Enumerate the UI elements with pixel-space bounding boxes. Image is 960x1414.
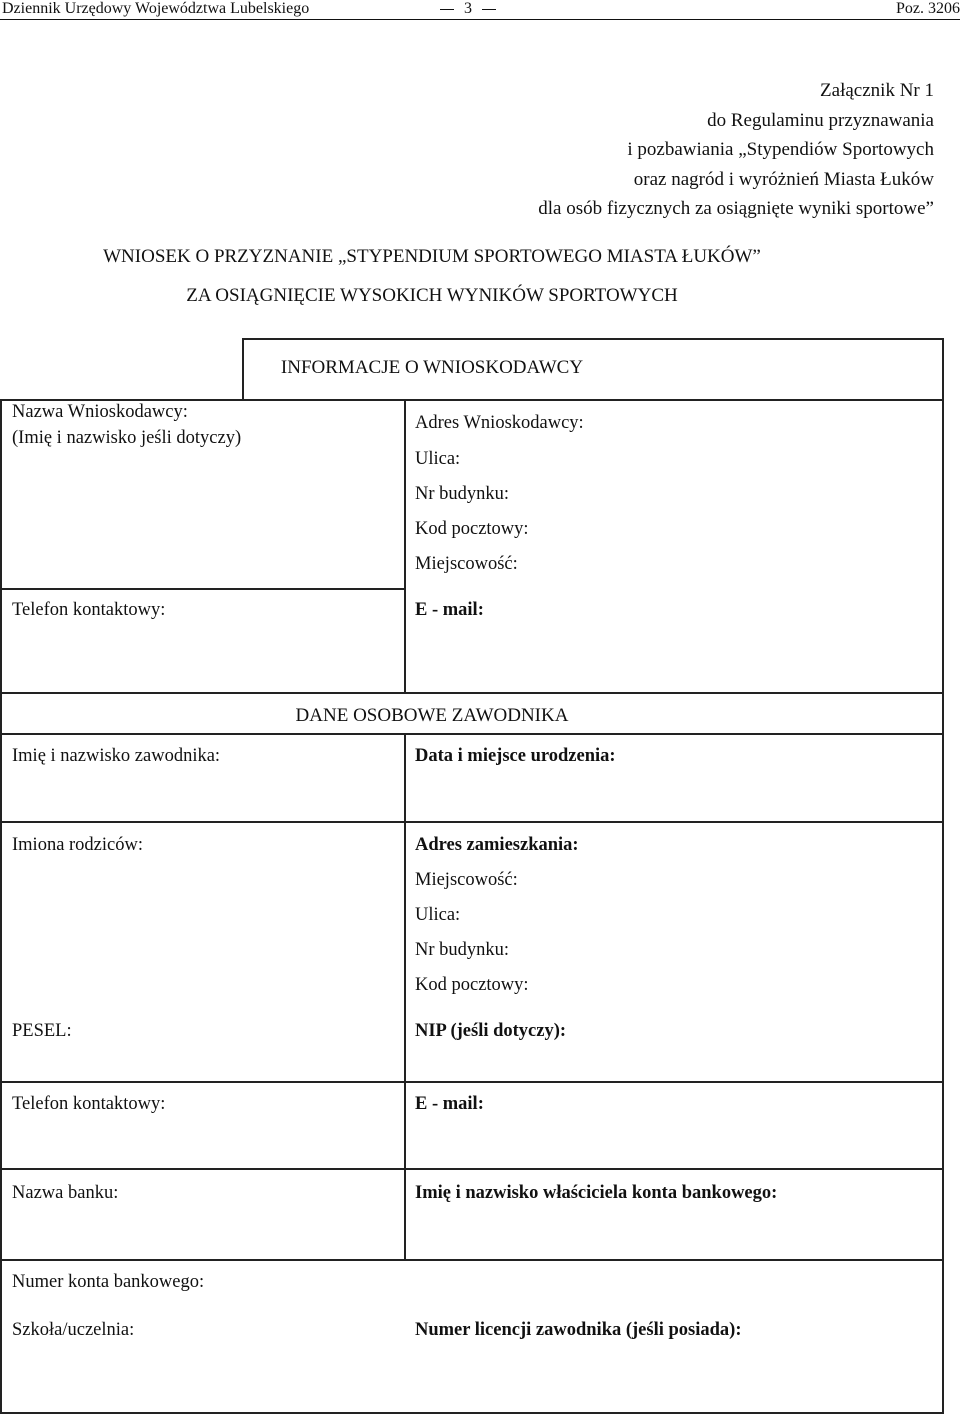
applicant-email-label: E - mail: [415,600,484,620]
table-line [0,821,944,823]
table-line [404,399,406,692]
annex-line: do Regulaminu przyznawania [707,109,934,131]
athlete-pesel-label: PESEL: [12,1021,72,1041]
annex-block [538,76,934,224]
athlete-license-label: Numer licencji zawodnika (jeśli posiada): [415,1320,742,1340]
athlete-school-label: Szkoła/uczelnia: [12,1320,135,1340]
table-line [0,1081,944,1083]
applicant-street-label: Ulica: [415,449,461,469]
table-line [404,733,406,1259]
athlete-bank-label: Nazwa banku: [12,1183,119,1203]
athlete-address-label: Adres zamieszkania: [415,835,579,855]
table-line [0,733,944,735]
annex-line: dla osób fizycznych za osiągnięte wyniki sportowe” [538,198,934,219]
page-number: 3 [440,0,496,18]
table-line [0,588,404,590]
athlete-email-label: E - mail: [415,1094,484,1114]
applicant-postal-label: Kod pocztowy: [415,519,529,539]
applicant-address-label: Adres Wnioskodawcy: [415,413,584,433]
athlete-parents-label: Imiona rodziców: [12,835,143,855]
applicant-phone-label: Telefon kontaktowy: [12,600,166,620]
table-line [0,1259,944,1261]
header-rule [0,19,960,20]
annex-line: oraz nagród i wyróżnień Miasta Łuków [633,168,934,190]
table-line [942,338,944,1414]
applicant-name-hint: (Imię i nazwisko jeśli dotyczy) [12,428,242,448]
athlete-name-label: Imię i nazwisko zawodnika: [12,746,221,766]
applicant-name-label: Nazwa Wnioskodawcy: [12,402,188,422]
table-line [242,338,944,340]
position-number: Poz. 3206 [896,0,960,17]
athlete-account-number-label: Numer konta bankowego: [12,1272,205,1292]
athlete-section-title: DANE OSOBOWE ZAWODNIKA [295,705,569,726]
applicant-city-label: Miejscowość: [415,554,518,574]
page-header [0,0,960,20]
athlete-birth-label: Data i miejsce urodzenia: [415,746,616,766]
athlete-phone-label: Telefon kontaktowy: [12,1094,166,1114]
table-line [0,399,2,1414]
athlete-building-label: Nr budynku: [415,940,510,960]
athlete-postal-label: Kod pocztowy: [415,975,529,995]
athlete-city-label: Miejscowość: [415,870,518,890]
annex-line: Załącznik Nr 1 [820,80,934,101]
applicant-section-title: INFORMACJE O WNIOSKODAWCY [280,357,584,378]
athlete-account-owner-label: Imię i nazwisko właściciela konta bankowego: [415,1183,778,1203]
journal-name: Dziennik Urzędowy Województwa Lubelskiego [2,0,310,17]
athlete-street-label: Ulica: [415,905,461,925]
form-subtitle: ZA OSIĄGNIĘCIE WYSOKICH WYNIKÓW SPORTOWYCH [186,285,678,306]
form-title: WNIOSEK O PRZYZNANIE „STYPENDIUM SPORTOWEGO MIASTA ŁUKÓW” [103,246,761,267]
table-line [0,1168,944,1170]
athlete-nip-label: NIP (jeśli dotyczy): [415,1021,567,1041]
applicant-building-label: Nr budynku: [415,484,510,504]
annex-line: i pozbawiania „Stypendiów Sportowych [627,139,934,160]
table-line [0,692,944,694]
